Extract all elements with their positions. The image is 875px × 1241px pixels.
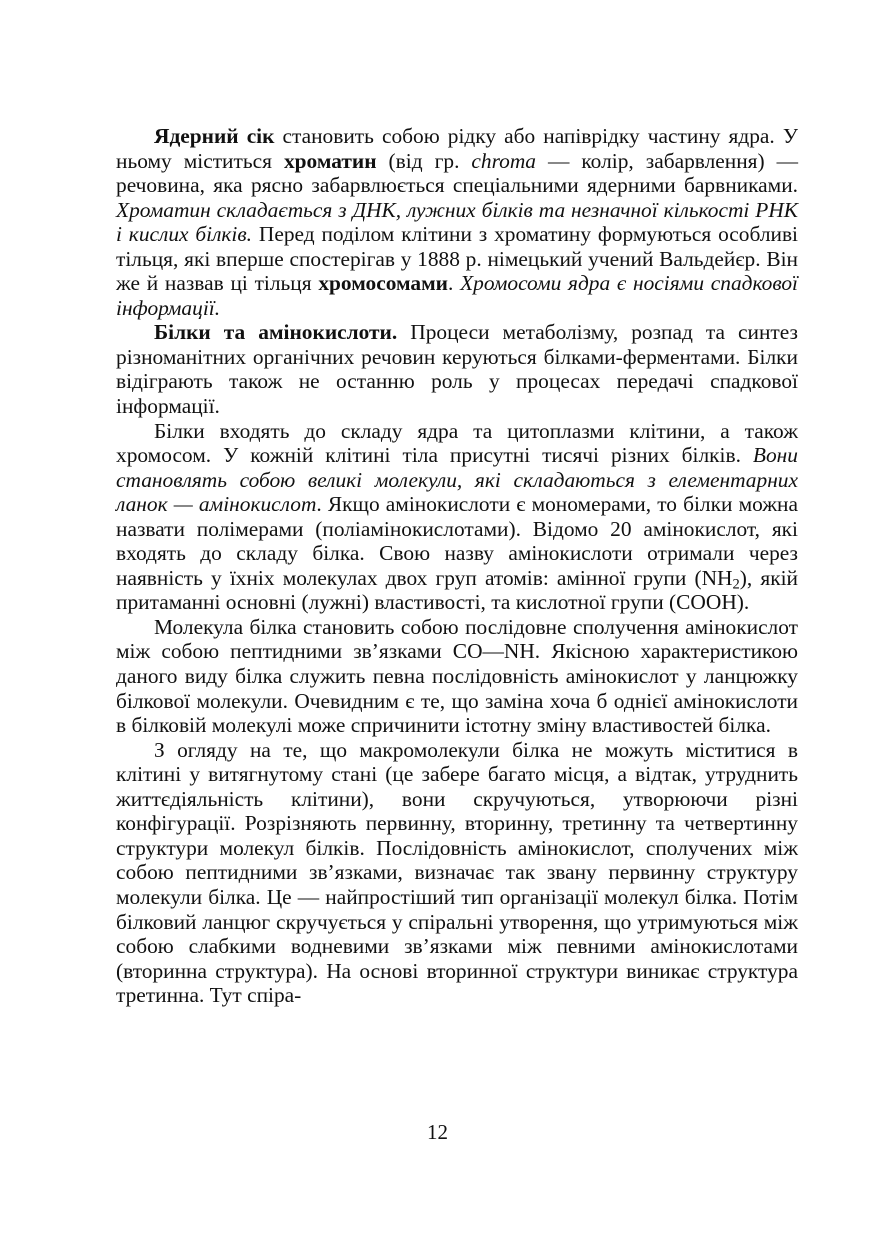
term-nuclear-sap: Ядерний сік [154,124,275,148]
paragraph-protein-molecule [116,615,798,738]
page-body [116,124,798,1008]
page-number: 12 [427,1120,448,1144]
text-segment: . [448,271,461,296]
paragraph-protein-structure [116,738,798,1008]
paragraph-proteins [116,419,798,615]
text-segment: (від гр. [376,148,472,173]
text-segment: становить собою рідку або напіврідку частину ядра. У ньому міститься [116,124,798,173]
term-chroma: chroma [471,148,536,173]
text-segment: Білки входять до складу ядра та цитоплазми клітини, а також хромосом. У кожній клітині тіла присутні тисячі різних білків. [116,418,798,468]
paragraph-nuclear-sap [116,124,798,320]
subscript: 2 [732,576,740,593]
section-heading-proteins: Білки та амінокислоти. [154,320,398,345]
italic-statement: Хроматин складається з ДНК, лужних білків та незначної кількості РНК і кислих білків. [116,197,798,247]
text-segment: Процеси метаболізму, розпад та синтез різноманітних органічних речовин керуються білками-ферментами. Білки відіграють також не останню роль у процесах передачі спадкової інформації. [116,320,798,419]
text-segment: Молекула білка становить собою послідовне сполучення амінокислот між собою пептидними зв’язками CO—NH. Якісною характеристикою даного виду білка служить певна послідовність амінокислот у ланцюжку білкової молекули. Очевидним є те, що заміна хоча б однієї амінокислоти в білковій молекулі може спричинити істотну зміну властивостей білка. [116,614,798,738]
text-segment: З огляду на те, що макромолекули білка не можуть міститися в клітині у витягнутому стані (це забере багато місця, а відтак, утруднить життєдіяльність клітини), вони скручуються, утворюючи різні конфігурації. Розрізняють первинну, вторинну, третинну та четвертинну структури молекул білків. Послідовність амінокислот, сполучених між собою пептидними зв’язками, визначає так звану первинну структуру молекули білка. Це — найпростіший тип організації молекул білка. Потім білковий ланцюг скручується у спіральні утворення, що утримуються між собою слабкими водневими зв’язками між певними амінокислотами (вторинна структура). На основі вторинної структури виникає структура третинна. Тут спіра- [116,737,798,1008]
text-segment: Перед поділом клітини з хроматину формуються особливі тільця, які вперше спостерігав у 1888 р. німецький учений Вальдейєр. Він же й назвав ці тільця [116,222,799,296]
italic-statement: Вони становлять собою великі молекули, які складаються з елементарних ланок — амінокислот [116,443,798,517]
paragraph-proteins-heading [116,320,798,418]
term-chromosomes: хромосомами [318,271,449,296]
text-segment: — колір, забарвлення) — речовина, яка рясно забарвлюється спеціальними ядерними барвниками. [116,148,798,198]
term-chromatin: хроматин [283,148,377,173]
text-segment: ), якій притаманні основні (лужні) властивості, та кислотної групи (СООН). [116,565,798,615]
italic-statement: Хромосоми ядра є носіями спадкової інформації. [116,271,798,320]
text-segment: . Якщо амінокислоти є мономерами, то білки можна назвати полімерами (поліамінокислотами). Відомо 20 амінокислот, які входять до складу білка. Свою назву амінокислоти отримали через наявність у їхніх молекулах двох груп атомів: амінної групи (NH [116,492,798,590]
